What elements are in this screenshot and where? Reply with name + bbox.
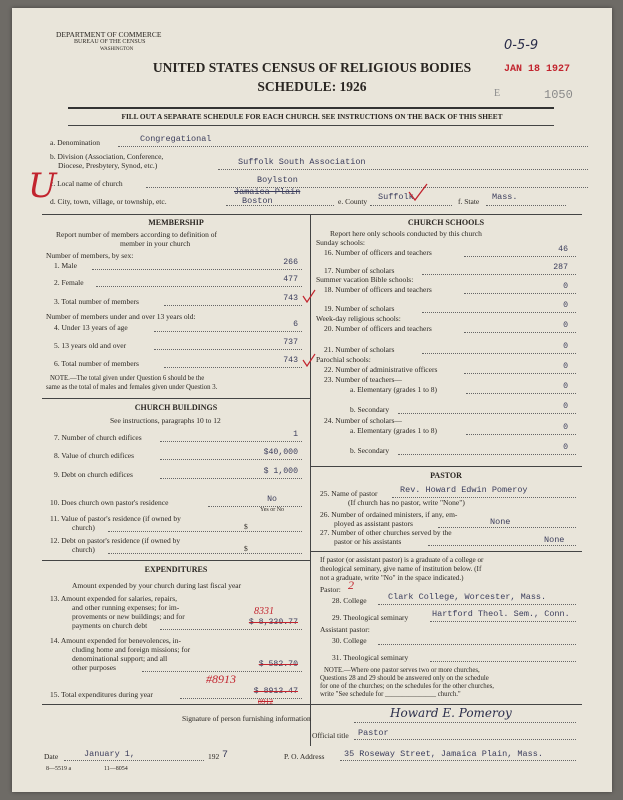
q13-label-b: and other running expenses; for im- (72, 603, 180, 612)
q13-label-d: payments on church debt (72, 621, 148, 630)
state-value: Mass. (492, 192, 518, 202)
department-name: DEPARTMENT OF COMMERCE (56, 30, 162, 39)
membership-title: MEMBERSHIP (148, 218, 204, 227)
q7-label: 7. Number of church edifices (54, 433, 142, 442)
parochial-schools-label: Parochial schools: (316, 355, 371, 364)
county-value: Suffolk (378, 192, 414, 202)
q29-value: Hartford Theol. Sem., Conn. (432, 609, 570, 619)
q14-label-a: 14. Amount expended for benevolences, in- (50, 636, 182, 645)
date-label: Date (44, 752, 59, 761)
q17-label: 17. Number of scholars (324, 266, 395, 275)
schedule-title: SCHEDULE: 1926 (257, 79, 367, 94)
q30-line (378, 644, 576, 645)
q11-label-a: 11. Value of pastor's residence (if owned by (50, 514, 181, 523)
q27-value: None (544, 535, 565, 545)
date-value: January 1, (84, 749, 136, 759)
schools-title: CHURCH SCHOOLS (407, 218, 485, 227)
buildings-sub: See instructions, paragraphs 10 to 12 (110, 416, 221, 425)
q25-label: 25. Name of pastor (320, 489, 378, 498)
q1-line (92, 269, 302, 270)
q1-label: 1. Male (54, 261, 77, 270)
county-label: e. County (338, 197, 368, 206)
q21-line (422, 353, 576, 354)
state-label: f. State (458, 197, 480, 206)
q20-label: 20. Number of officers and teachers (324, 324, 432, 333)
q2-line (96, 286, 302, 287)
q8-label: 8. Value of church edifices (54, 451, 135, 460)
q20-value: 0 (563, 321, 568, 330)
membership-note-2: same as the total of males and females given under Question 3. (46, 384, 218, 391)
form-title: UNITED STATES CENSUS OF RELIGIOUS BODIES (152, 60, 472, 75)
q7-line (160, 441, 302, 442)
q25-value: Rev. Howard Edwin Pomeroy (400, 485, 528, 495)
q4-line (154, 331, 302, 332)
buildings-title: CHURCH BUILDINGS (134, 403, 218, 412)
q21-value: 0 (563, 342, 568, 351)
q8-value: $40,000 (263, 448, 298, 457)
city-value: Boston (242, 196, 273, 206)
q6-check-icon (302, 354, 316, 368)
q24a-value: 0 (563, 423, 568, 432)
signature-label: Signature of person furnishing information (182, 714, 311, 723)
q15-value: $ 8913.47 (253, 687, 298, 696)
signature-line (354, 722, 576, 723)
expenditures-sub: Amount expended by your church during last fiscal year (72, 581, 242, 590)
q15-label: 15. Total expenditures during year (50, 690, 153, 699)
form-number: 8—5519 a (46, 766, 72, 772)
graduate-note-2: theological seminary, give name of institution below. (If (320, 565, 482, 573)
address-label: P. O. Address (284, 752, 325, 761)
division-label-2: Diocese, Presbytery, Synod, etc.) (58, 161, 158, 170)
q10-line (208, 506, 302, 507)
official-title-line (354, 739, 576, 740)
q29-label: 29. Theological seminary (332, 613, 409, 622)
buildings-bottom-rule (42, 560, 310, 561)
denomination-label: a. Denomination (50, 138, 100, 147)
local-name-value: Boylston (257, 175, 298, 185)
stamp-number: 1050 (544, 88, 573, 102)
q3-line (164, 305, 302, 306)
pastor-note-4: write "See schedule for _______________ church." (320, 691, 461, 698)
pastor-mid-rule (310, 551, 582, 552)
q15-line (180, 698, 302, 699)
assistant-subhead: Assistant pastor: (320, 625, 370, 634)
q13-label-a: 13. Amount expended for salaries, repairs, (50, 594, 178, 603)
q5-value: 737 (283, 338, 298, 347)
q15-corrected-value: #8913 (206, 672, 236, 686)
q13-line (160, 629, 302, 630)
stamp-prefix: E (494, 88, 501, 99)
q28-label: 28. College (332, 596, 367, 605)
q1-value: 266 (283, 258, 298, 267)
membership-intro-2: member in your church (120, 239, 191, 248)
q14-label-b: cluding home and foreign missions; for (72, 645, 191, 654)
header-rule (68, 107, 554, 109)
q28-line (378, 604, 576, 605)
q23b-value: 0 (563, 402, 568, 411)
division-value: Suffolk South Association (238, 157, 366, 167)
q26-line (438, 527, 576, 528)
q11-value: $ (244, 522, 248, 531)
q11-label-b: church) (72, 523, 95, 532)
summer-schools-label: Summer vacation Bible schools: (316, 275, 414, 284)
q15-corrected-value-2: 8912 (258, 697, 273, 706)
q24b-value: 0 (563, 443, 568, 452)
q25-hint: (If church has no pastor, write "None") (348, 498, 465, 507)
bureau-city: WASHINGTON (100, 47, 134, 52)
q26-label-b: ployed as assistant pastors (334, 519, 413, 528)
city-label: d. City, town, village, or township, etc. (50, 197, 167, 206)
q28-value: Clark College, Worcester, Mass. (388, 592, 547, 602)
q2-value: 477 (283, 275, 298, 284)
q27-line (428, 545, 576, 546)
age-head-label: Number of members under and over 13 years old: (46, 312, 196, 321)
denomination-value: Congregational (140, 134, 212, 144)
q3-label: 3. Total number of members (54, 297, 139, 306)
q19-label: 19. Number of scholars (324, 304, 395, 313)
pastor-red-mark: 2 (348, 578, 354, 592)
membership-bottom-rule (42, 398, 310, 399)
q27-label-a: 27. Number of other churches served by the (320, 528, 452, 537)
q13-corrected-value: 8331 (254, 606, 274, 617)
q16-value: 46 (558, 245, 568, 254)
address-value: 35 Roseway Street, Jamaica Plain, Mass. (344, 749, 543, 759)
members-by-sex-label: Number of members, by sex: (46, 251, 134, 260)
q3-value: 743 (283, 294, 298, 303)
q24a-line (466, 434, 576, 435)
division-label-1: b. Division (Association, Conference, (50, 152, 164, 161)
q12-value: $ (244, 544, 248, 553)
q26-label-a: 26. Number of ordained ministers, if any, em- (320, 510, 458, 519)
q31-label: 31. Theological seminary (332, 653, 409, 662)
q30-label: 30. College (332, 636, 367, 645)
q16-line (464, 256, 576, 257)
q13-label-c: provements or new buildings; and for (72, 612, 185, 621)
county-check-icon (408, 184, 428, 204)
graduate-note-3: not a graduate, write "No" in the space indicated.) (320, 574, 464, 582)
signature-value: Howard E. Pomeroy (390, 706, 512, 720)
date-line (64, 760, 204, 761)
q10-label: 10. Does church own pastor's residence (50, 498, 169, 507)
membership-note-1: NOTE.—The total given under Question 6 should be the (50, 375, 205, 382)
q3-check-icon (302, 290, 316, 304)
q22-line (464, 373, 576, 374)
q18-line (464, 293, 576, 294)
q23a-label: a. Elementary (grades 1 to 8) (350, 385, 438, 394)
q13-value: $ 8,330.77 (248, 618, 298, 627)
q14-label-d: other purposes (72, 663, 116, 672)
q12-line (108, 553, 302, 554)
official-title-label: Official title (312, 731, 349, 740)
q9-value: $ 1,000 (263, 467, 298, 476)
handwritten-code: 0-5-9 (504, 38, 539, 53)
q9-line (160, 478, 302, 479)
q7-value: 1 (293, 430, 298, 439)
q23b-line (398, 413, 576, 414)
q14-value: $ 582.70 (258, 660, 298, 669)
q5-line (154, 349, 302, 350)
instruction-rule (68, 125, 554, 126)
q2-label: 2. Female (54, 278, 84, 287)
q11-line (108, 531, 302, 532)
yes-no-hint: Yes or No (260, 507, 285, 513)
graduate-note-1: If pastor (or assistant pastor) is a graduate of a college or (320, 556, 484, 564)
q16-label: 16. Number of officers and teachers (324, 248, 432, 257)
received-date-stamp: JAN 18 1927 (504, 64, 571, 75)
q6-label: 6. Total number of members (54, 359, 139, 368)
q24b-label: b. Secondary (350, 446, 390, 455)
q22-value: 0 (563, 362, 568, 371)
schools-intro: Report here only schools conducted by this church (330, 229, 482, 238)
q14-label-c: denominational support; and all (72, 654, 168, 663)
pastor-note-1: NOTE.—Where one pastor serves two or more churches, (324, 667, 480, 674)
q23-label: 23. Number of teachers— (324, 375, 402, 384)
body-bottom-rule (42, 704, 582, 705)
bureau-name: BUREAU OF THE CENSUS (74, 39, 146, 45)
q20-line (464, 332, 576, 333)
q17-value: 287 (553, 263, 568, 272)
membership-intro-1: Report number of members according to definition of (56, 230, 217, 239)
q6-line (164, 367, 302, 368)
q6-value: 743 (283, 356, 298, 365)
q21-label: 21. Number of scholars (324, 345, 395, 354)
body-top-rule (42, 214, 582, 215)
q31-line (430, 661, 576, 662)
sunday-schools-label: Sunday schools: (316, 238, 365, 247)
year-prefix: 192 (208, 752, 220, 761)
q26-value: None (490, 517, 511, 527)
pastor-note-2: Questions 28 and 29 should be answered only on the schedule (320, 675, 489, 682)
city-value-struck: Jamaica Plain (234, 187, 301, 197)
address-line (340, 760, 576, 761)
q4-value: 6 (293, 320, 298, 329)
q10-value: No (267, 495, 277, 504)
pastor-title: PASTOR (430, 471, 462, 480)
q5-label: 5. 13 years old and over (54, 341, 127, 350)
census-schedule-sheet (12, 8, 612, 792)
q27-label-b: pastor or his assistants (334, 537, 402, 546)
q23b-label: b. Secondary (350, 405, 390, 414)
q23a-line (466, 393, 576, 394)
county-line (370, 205, 452, 206)
year-value: 7 (222, 750, 229, 761)
q24b-line (398, 454, 576, 455)
q12-label-b: church) (72, 545, 95, 554)
division-line (218, 169, 588, 170)
weekday-schools-label: Week-day religious schools: (316, 314, 401, 323)
q12-label-a: 12. Debt on pastor's residence (if owned by (50, 536, 181, 545)
print-code: 11—8054 (104, 766, 128, 772)
q22-label: 22. Number of administrative officers (324, 365, 438, 374)
margin-check-mark: U (28, 166, 57, 206)
q17-line (422, 274, 576, 275)
q23a-value: 0 (563, 382, 568, 391)
local-name-line (146, 187, 588, 188)
pastor-note-3: for one of the churches; on the schedules for the other churches, (320, 683, 495, 690)
q18-value: 0 (563, 282, 568, 291)
expenditures-title: EXPENDITURES (144, 565, 208, 574)
state-line (486, 205, 566, 206)
q24-label: 24. Number of scholars— (324, 416, 402, 425)
q19-line (422, 312, 576, 313)
q19-value: 0 (563, 301, 568, 310)
schools-bottom-rule (310, 466, 582, 467)
pastor-subhead: Pastor: (320, 585, 341, 594)
q29-line (430, 621, 576, 622)
denomination-line (118, 146, 588, 147)
q18-label: 18. Number of officers and teachers (324, 285, 432, 294)
local-name-label: c. Local name of church (50, 179, 123, 188)
q9-label: 9. Debt on church edifices (54, 470, 133, 479)
official-title-value: Pastor (358, 728, 389, 738)
q4-label: 4. Under 13 years of age (54, 323, 128, 332)
q24a-label: a. Elementary (grades 1 to 8) (350, 426, 438, 435)
q8-line (160, 459, 302, 460)
instruction-line: FILL OUT A SEPARATE SCHEDULE FOR EACH CHURCH. SEE INSTRUCTIONS ON THE BACK OF THIS SHEET (121, 112, 503, 121)
